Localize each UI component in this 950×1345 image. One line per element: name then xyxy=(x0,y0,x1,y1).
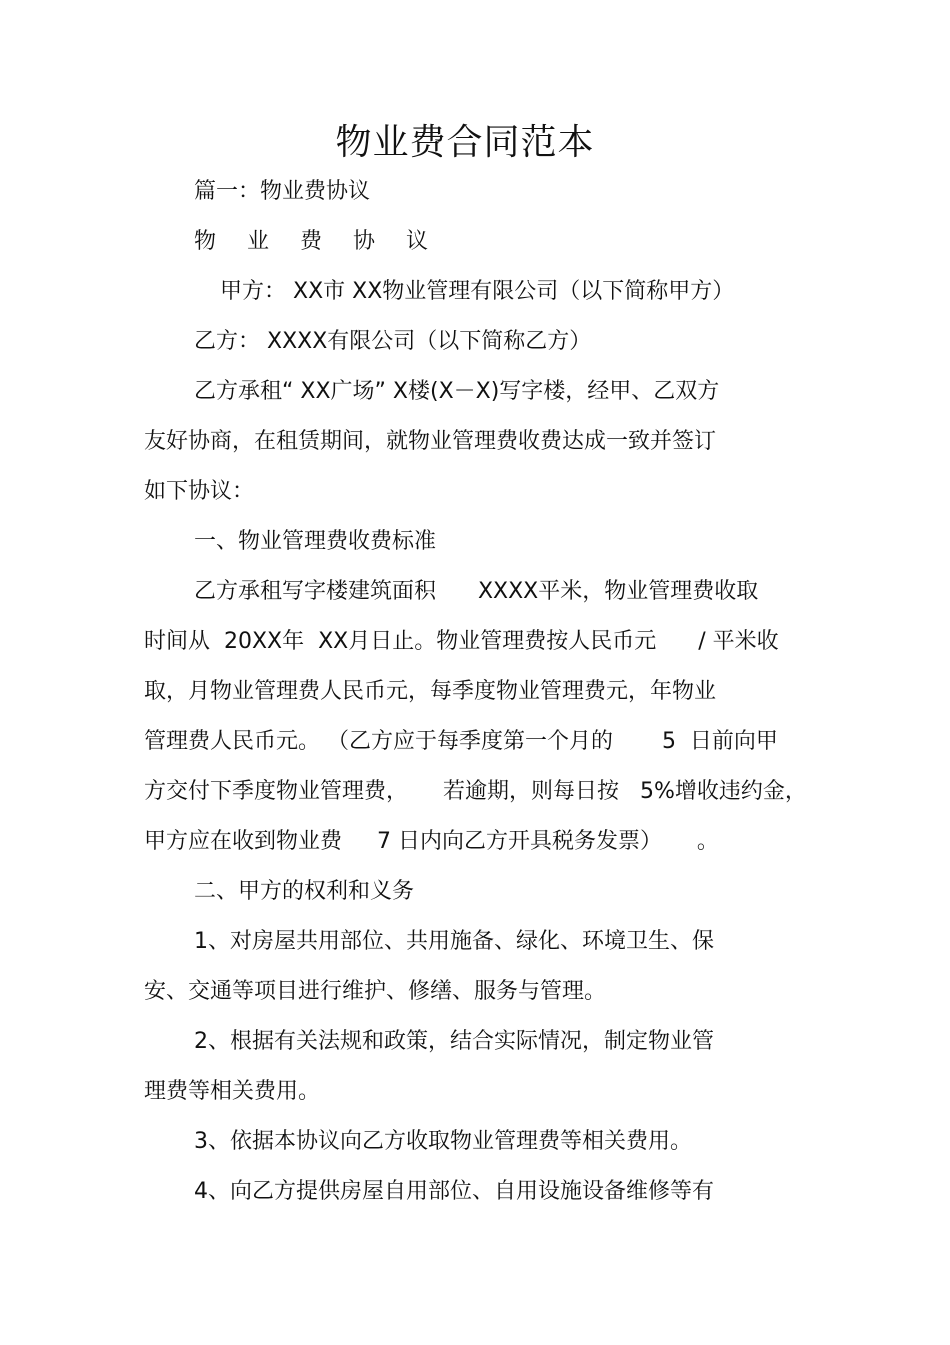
paragraph-line: 乙方承租“ XX广场” X楼(X－X)写字楼，经甲、乙双方 xyxy=(194,379,720,404)
party-b-line: 乙方： XXXX有限公司（以下简称乙方） xyxy=(194,329,592,354)
list-item-line: 理费等相关费用。 xyxy=(144,1079,321,1104)
list-item-line: 3、依据本协议向乙方收取物业管理费等相关费用。 xyxy=(194,1129,692,1154)
section-heading-part-one: 篇一：物业费协议 xyxy=(194,179,371,204)
list-item-line: 4、向乙方提供房屋自用部位、自用设施设备维修等有 xyxy=(194,1179,714,1204)
list-item-line: 2、根据有关法规和政策，结合实际情况，制定物业管 xyxy=(194,1029,714,1054)
paragraph-line: 乙方承租写字楼建筑面积 XXXX平米，物业管理费收取 xyxy=(194,579,759,604)
agreement-subtitle: 物 业 费 协 议 xyxy=(194,229,440,254)
list-item-line: 安、交通等项目进行维护、修缮、服务与管理。 xyxy=(144,979,607,1004)
paragraph-line: 甲方应在收到物业费 7 日内向乙方开具税务发票） 。 xyxy=(144,829,719,854)
party-a-line: 甲方： XX市 XX物业管理有限公司（以下简称甲方） xyxy=(220,279,735,304)
list-item-line: 1、对房屋共用部位、共用施备、绿化、环境卫生、保 xyxy=(194,929,714,954)
paragraph-line: 如下协议： xyxy=(144,479,255,504)
section-heading-party-a-rights: 二、甲方的权利和义务 xyxy=(194,879,415,904)
section-heading-fee-standard: 一、物业管理费收费标准 xyxy=(194,529,437,554)
paragraph-line: 方交付下季度物业管理费， 若逾期，则每日按 5%增收违约金， xyxy=(144,779,807,804)
document-title: 物业费合同范本 xyxy=(335,122,595,163)
paragraph-line: 取，月物业管理费人民币元，每季度物业管理费元，年物业 xyxy=(144,679,717,704)
paragraph-line: 友好协商，在租赁期间，就物业管理费收费达成一致并签订 xyxy=(144,429,717,454)
paragraph-line: 时间从 20XX年 XX月日止。物业管理费按人民币元 / 平米收 xyxy=(144,629,779,654)
paragraph-line: 管理费人民币元。 （乙方应于每季度第一个月的 5 日前向甲 xyxy=(144,729,778,754)
